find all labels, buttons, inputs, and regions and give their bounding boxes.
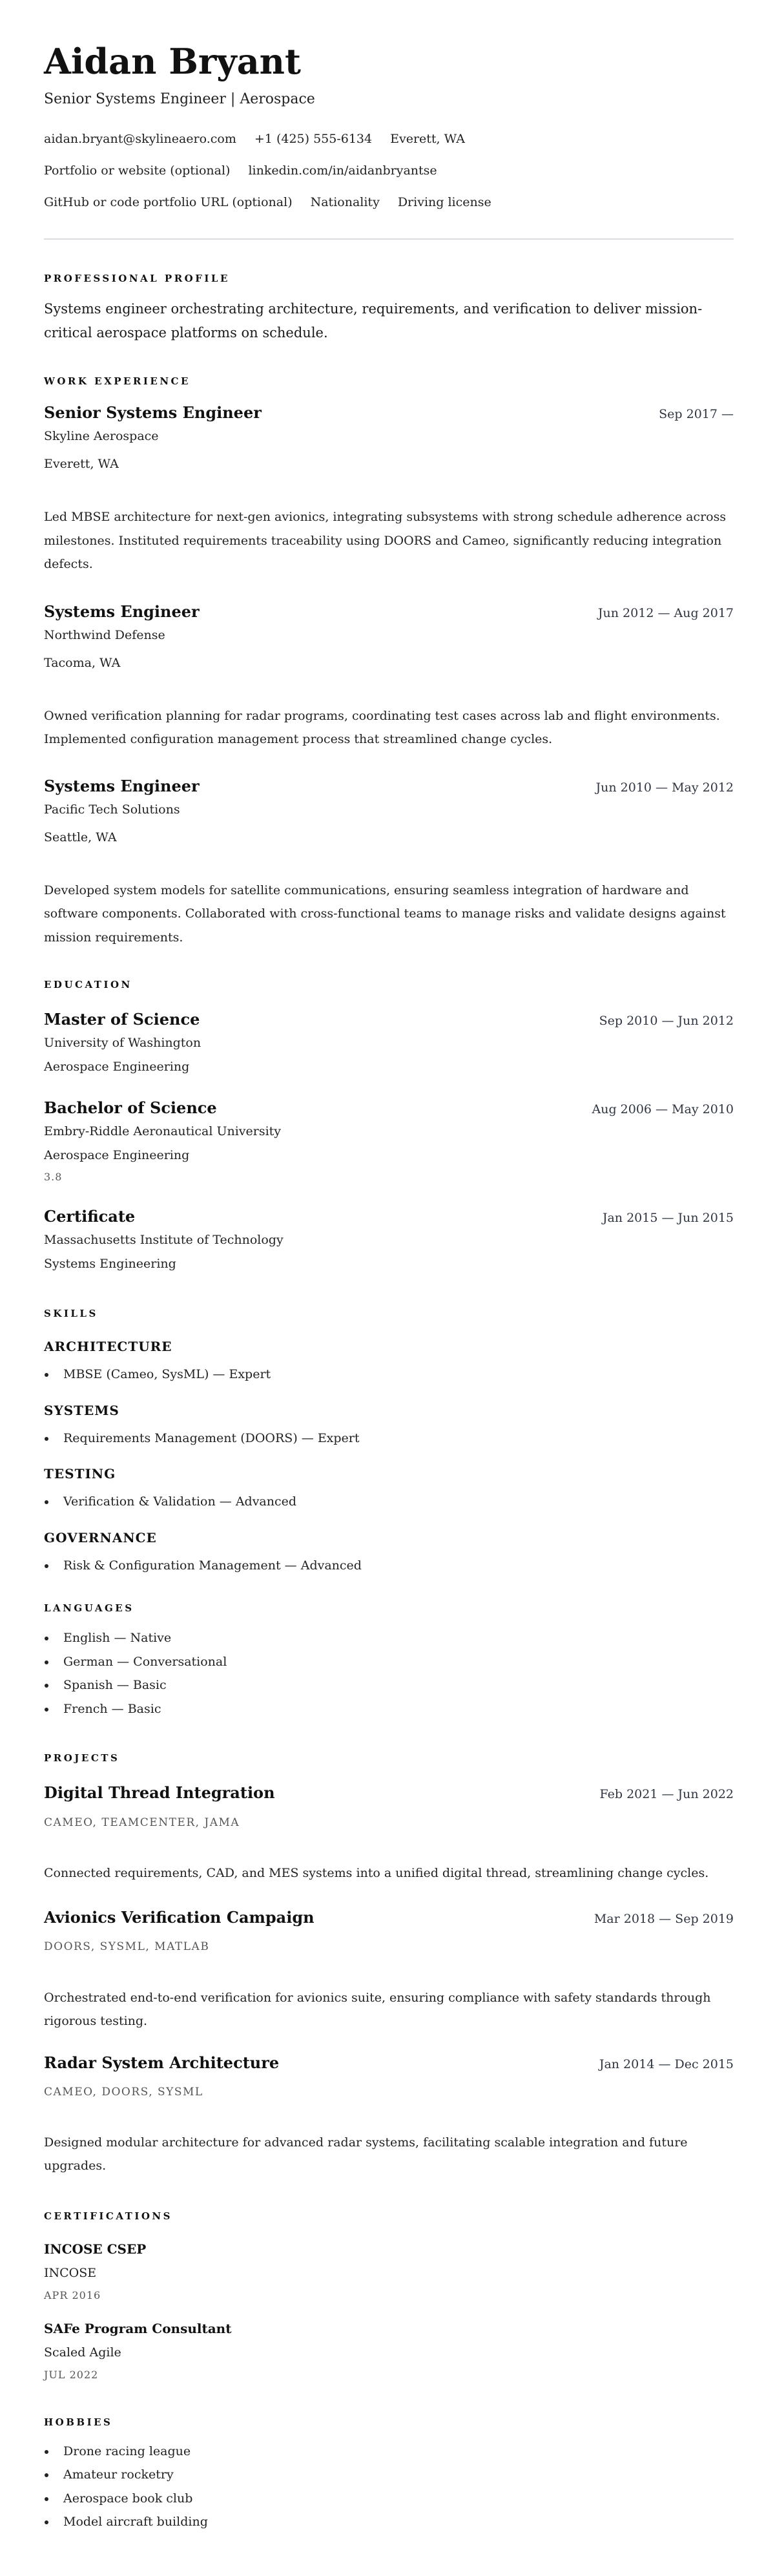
certification-name: INCOSE CSEP	[44, 2241, 147, 2257]
job-entry	[44, 600, 734, 751]
job-location: Everett, WA	[44, 457, 119, 471]
bullet-icon	[44, 1626, 63, 1650]
field-of-study: Aerospace Engineering	[44, 1148, 190, 1162]
job-description: Owned verification planning for radar programs, coordinating test cases across lab and flight environments. Implemented configuration management process that streamlined change cycles.	[44, 708, 720, 746]
job-company: Northwind Defense	[44, 627, 165, 642]
skills-section	[44, 1302, 734, 1577]
bullet-icon	[44, 2510, 63, 2534]
candidate-name: Aidan Bryant	[44, 41, 301, 82]
skill-text: Risk & Configuration Management — Advanced	[63, 1558, 362, 1573]
certification-issuer: Scaled Agile	[44, 2345, 121, 2360]
language-item	[44, 1697, 734, 1721]
education-entry	[44, 1205, 734, 1275]
certification-issuer: INCOSE	[44, 2265, 97, 2280]
profile-section	[44, 267, 734, 345]
certification-date: APR 2016	[44, 2288, 101, 2301]
language-list	[44, 1626, 734, 1721]
job-company: Pacific Tech Solutions	[44, 802, 180, 817]
bullet-icon	[44, 2463, 63, 2487]
gpa: 3.8	[44, 1171, 63, 1183]
skill-item	[44, 1427, 734, 1450]
certification-entry	[44, 2317, 734, 2387]
hobby-text: Amateur rocketry	[63, 2467, 174, 2482]
job-entry	[44, 401, 734, 576]
project-name: Avionics Verification Campaign	[44, 1907, 315, 1927]
section-heading: LANGUAGES	[44, 1602, 134, 1614]
project-name: Radar System Architecture	[44, 2053, 280, 2072]
language-text: French — Basic	[63, 1701, 161, 1716]
bullet-icon	[44, 1490, 63, 1514]
header-divider	[44, 238, 734, 240]
job-title: Senior Systems Engineer	[44, 403, 262, 422]
job-description: Developed system models for satellite communications, ensuring seamless integration of hardware and software components. Collaborated with cross-functional teams to manage risks and validate designs against mission requirements.	[44, 883, 726, 945]
driving-license: Driving license	[397, 195, 491, 209]
bullet-icon	[44, 1554, 63, 1578]
language-item	[44, 1650, 734, 1674]
hobby-item	[44, 2487, 734, 2511]
bullet-icon	[44, 2440, 63, 2464]
hobbies-section	[44, 2411, 734, 2534]
section-heading: PROFESSIONAL PROFILE	[44, 273, 230, 284]
project-entry	[44, 1781, 734, 1885]
headline: Senior Systems Engineer | Aerospace	[44, 91, 315, 107]
location: Everett, WA	[390, 132, 465, 146]
job-description: Led MBSE architecture for next-gen avionics, integrating subsystems with strong schedule adherence across milestones. Instituted requirements traceability using DOORS and Cameo, significantly reducing integration defects.	[44, 510, 727, 571]
language-text: German — Conversational	[63, 1654, 227, 1669]
field-of-study: Systems Engineering	[44, 1257, 176, 1271]
degree: Master of Science	[44, 1010, 200, 1029]
resume-header	[44, 41, 734, 240]
hobby-text: Drone racing league	[63, 2444, 191, 2458]
experience-section	[44, 370, 734, 949]
education-section	[44, 973, 734, 1275]
portfolio-link[interactable]: Portfolio or website (optional)	[44, 163, 231, 178]
project-entry	[44, 1906, 734, 2033]
skill-item	[44, 1554, 734, 1578]
hobby-text: Model aircraft building	[63, 2515, 208, 2529]
projects-section	[44, 1746, 734, 2178]
hobby-item	[44, 2463, 734, 2487]
skill-item	[44, 1490, 734, 1514]
project-tech: DOORS, SYSML, MATLAB	[44, 1940, 210, 1953]
education-dates: Sep 2010 — Jun 2012	[599, 1014, 734, 1028]
linkedin-link[interactable]: linkedin.com/in/aidanbryantse	[248, 163, 437, 178]
nationality: Nationality	[310, 195, 380, 209]
certification-date: JUL 2022	[44, 2368, 99, 2381]
skill-text: Verification & Validation — Advanced	[63, 1494, 297, 1509]
contact-row	[44, 159, 734, 182]
education-dates: Aug 2006 — May 2010	[592, 1102, 734, 1116]
project-tech: CAMEO, TEAMCENTER, JAMA	[44, 1816, 240, 1829]
job-location: Tacoma, WA	[44, 655, 121, 670]
bullet-icon	[44, 1673, 63, 1697]
education-dates: Jan 2015 — Jun 2015	[602, 1211, 734, 1225]
field-of-study: Aerospace Engineering	[44, 1060, 190, 1074]
skill-text: MBSE (Cameo, SysML) — Expert	[63, 1367, 271, 1381]
education-entry	[44, 1008, 734, 1078]
skill-text: Requirements Management (DOORS) — Expert	[63, 1430, 360, 1445]
skill-group-heading: GOVERNANCE	[44, 1529, 157, 1545]
project-dates: Mar 2018 — Sep 2019	[594, 1911, 734, 1926]
section-heading: WORK EXPERIENCE	[44, 375, 191, 387]
language-item	[44, 1673, 734, 1697]
bullet-icon	[44, 1363, 63, 1387]
skill-group-heading: ARCHITECTURE	[44, 1339, 172, 1354]
phone: +1 (425) 555-6134	[254, 132, 373, 146]
certifications-section	[44, 2204, 734, 2387]
job-title: Systems Engineer	[44, 602, 200, 621]
job-location: Seattle, WA	[44, 830, 117, 844]
language-text: Spanish — Basic	[63, 1678, 167, 1692]
skill-group-heading: SYSTEMS	[44, 1402, 119, 1418]
section-heading: PROJECTS	[44, 1752, 120, 1764]
job-entry	[44, 775, 734, 950]
project-description: Orchestrated end-to-end verification for avionics suite, ensuring compliance with safety standards through rigorous testing.	[44, 1990, 711, 2028]
bullet-icon	[44, 1697, 63, 1721]
skill-item	[44, 1363, 734, 1387]
section-heading: HOBBIES	[44, 2416, 113, 2428]
section-heading: SKILLS	[44, 1308, 98, 1319]
languages-section	[44, 1597, 734, 1721]
skill-group-heading: TESTING	[44, 1466, 116, 1482]
job-dates: Sep 2017 —	[659, 407, 734, 421]
school: Embry-Riddle Aeronautical University	[44, 1124, 282, 1138]
language-item	[44, 1626, 734, 1650]
project-description: Connected requirements, CAD, and MES systems into a unified digital thread, streamlining change cycles.	[44, 1866, 709, 1880]
project-name: Digital Thread Integration	[44, 1783, 275, 1802]
hobby-text: Aerospace book club	[63, 2491, 193, 2506]
contact-row	[44, 127, 734, 151]
language-text: English — Native	[63, 1631, 172, 1645]
bullet-icon	[44, 1650, 63, 1674]
school: University of Washington	[44, 1036, 202, 1050]
bullet-icon	[44, 1427, 63, 1450]
job-dates: Jun 2012 — Aug 2017	[597, 605, 734, 620]
hobby-list	[44, 2440, 734, 2534]
hobby-item	[44, 2510, 734, 2534]
job-title: Systems Engineer	[44, 776, 200, 795]
job-dates: Jun 2010 — May 2012	[595, 780, 734, 795]
section-heading: CERTIFICATIONS	[44, 2210, 172, 2222]
project-dates: Feb 2021 — Jun 2022	[599, 1787, 734, 1801]
github-link[interactable]: GitHub or code portfolio URL (optional)	[44, 195, 293, 209]
education-entry	[44, 1096, 734, 1189]
project-entry	[44, 2051, 734, 2178]
degree: Bachelor of Science	[44, 1098, 217, 1117]
contact-row	[44, 191, 734, 214]
bullet-icon	[44, 2487, 63, 2511]
degree: Certificate	[44, 1207, 136, 1226]
project-dates: Jan 2014 — Dec 2015	[599, 2057, 734, 2071]
hobby-item	[44, 2440, 734, 2464]
project-description: Designed modular architecture for advanced radar systems, facilitating scalable integration and future upgrades.	[44, 2135, 688, 2173]
certification-entry	[44, 2237, 734, 2307]
certification-name: SAFe Program Consultant	[44, 2320, 232, 2336]
profile-text: Systems engineer orchestrating architecture, requirements, and verification to deliver mission-critical aerospace platforms on schedule.	[44, 301, 703, 340]
section-heading: EDUCATION	[44, 979, 132, 990]
email-link[interactable]: aidan.bryant@skylineaero.com	[44, 132, 236, 146]
job-company: Skyline Aerospace	[44, 429, 159, 443]
project-tech: CAMEO, DOORS, SYSML	[44, 2085, 203, 2099]
school: Massachusetts Institute of Technology	[44, 1233, 284, 1247]
